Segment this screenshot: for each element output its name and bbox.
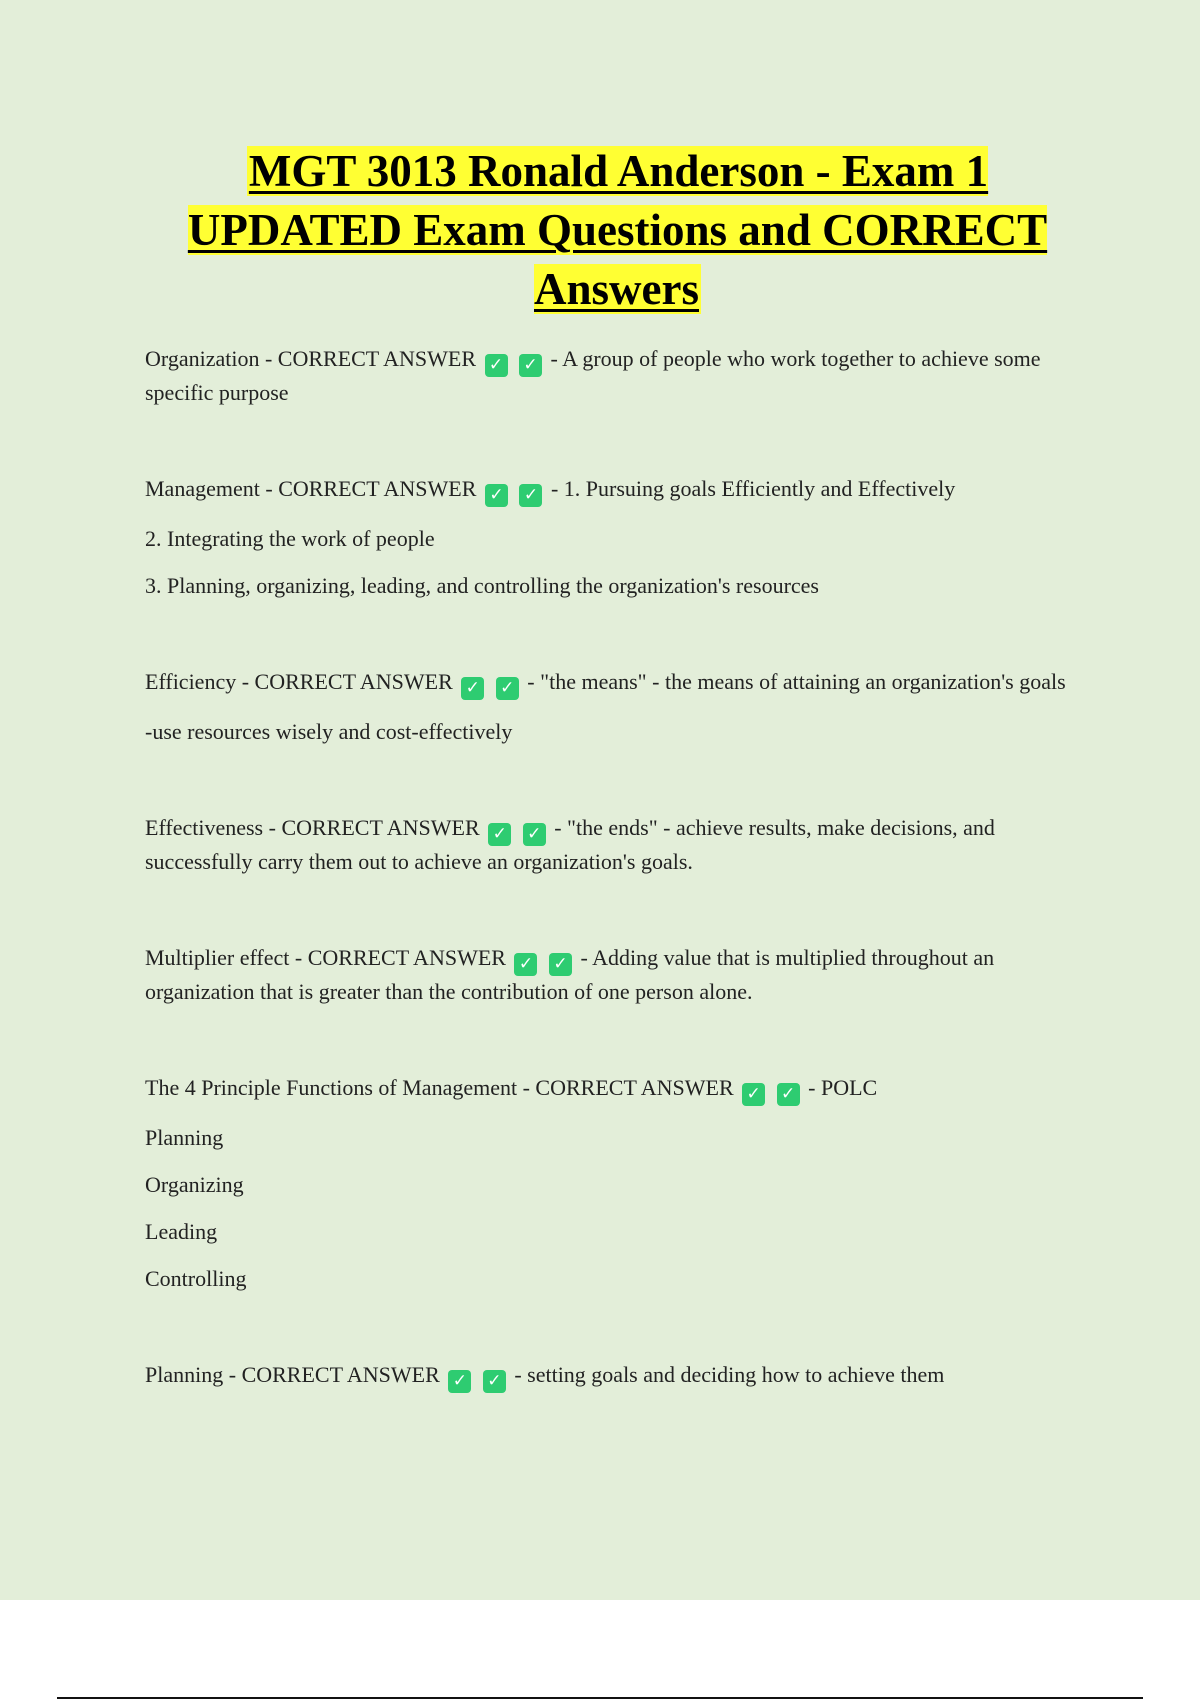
- qa-list: [145, 343, 1090, 1458]
- answer-text: setting goals and deciding how to achieve them: [527, 1362, 945, 1387]
- term-text: Efficiency: [145, 669, 237, 694]
- term-text: Effectiveness: [145, 815, 264, 840]
- checkmark-icon: ✓: [742, 1083, 765, 1106]
- qa-entry: [145, 812, 1090, 877]
- term-text: Organization: [145, 346, 260, 371]
- checkmark-icon: ✓: [448, 1370, 471, 1393]
- qa-entry: [145, 343, 1090, 408]
- checkmark-icon: ✓: [777, 1083, 800, 1106]
- qa-entry: [145, 942, 1090, 1007]
- document-title: [150, 142, 1085, 319]
- checkmark-icon: ✓: [485, 484, 508, 507]
- answer-text: Adding value that is multiplied throughout an organization that is greater than the contribution of one person alone.: [145, 945, 995, 1004]
- answer-detail-line: 2. Integrating the work of people: [145, 526, 435, 551]
- term-text: Planning: [145, 1362, 224, 1387]
- qa-entry: [145, 1072, 1090, 1294]
- correct-answer-marker: CORRECT ANSWER: [278, 476, 477, 501]
- term-text: The 4 Principle Functions of Management: [145, 1075, 518, 1100]
- correct-answer-marker: CORRECT ANSWER: [277, 346, 477, 371]
- checkmark-icon: ✓: [485, 354, 508, 377]
- correct-answer-marker: CORRECT ANSWER: [254, 669, 453, 694]
- correct-answer-marker: CORRECT ANSWER: [281, 815, 480, 840]
- checkmark-icon: ✓: [483, 1370, 506, 1393]
- answer-detail-line: Controlling: [145, 1266, 247, 1291]
- qa-question-line: Multiplier effect - CORRECT ANSWER ✓ ✓ - Adding value that is multiplied throughout an organization that is greater than the contribution of one person alone.: [145, 945, 995, 1004]
- qa-entry: [145, 666, 1090, 747]
- answer-text: "the means" - the means of attaining an organization's goals: [540, 669, 1066, 694]
- correct-answer-marker: CORRECT ANSWER: [535, 1075, 734, 1100]
- checkmark-icon: ✓: [519, 354, 542, 377]
- checkmark-icon: ✓: [488, 823, 511, 846]
- answer-detail-line: Organizing: [145, 1172, 244, 1197]
- qa-question-line: The 4 Principle Functions of Management - CORRECT ANSWER ✓ ✓ - POLC: [145, 1075, 878, 1104]
- checkmark-icon: ✓: [514, 953, 537, 976]
- correct-answer-marker: CORRECT ANSWER: [241, 1362, 440, 1387]
- checkmark-icon: ✓: [549, 953, 572, 976]
- qa-question-line: Effectiveness - CORRECT ANSWER ✓ ✓ - "the ends" - achieve results, make decisions, and successfully carry them out to achieve an organization's goals.: [145, 815, 995, 874]
- answer-text: "the ends" - achieve results, make decisions, and successfully carry them out to achieve an organization's goals.: [145, 815, 995, 874]
- qa-question-line: Organization - CORRECT ANSWER ✓ ✓ - A group of people who work together to achieve some specific purpose: [145, 346, 1041, 405]
- answer-text: POLC: [821, 1075, 878, 1100]
- qa-entry: [145, 1359, 1090, 1393]
- correct-answer-marker: CORRECT ANSWER: [307, 945, 506, 970]
- checkmark-icon: ✓: [461, 677, 484, 700]
- term-text: Management: [145, 476, 260, 501]
- document-title-text: MGT 3013 Ronald Anderson - Exam 1 UPDATED Exam Questions and CORRECT Answers: [187, 146, 1048, 314]
- answer-detail-line: 3. Planning, organizing, leading, and controlling the organization's resources: [145, 573, 819, 598]
- checkmark-icon: ✓: [523, 823, 546, 846]
- footer-divider: [57, 1697, 1143, 1699]
- answer-detail-line: -use resources wisely and cost-effectively: [145, 719, 513, 744]
- answer-detail-line: Planning: [145, 1125, 224, 1150]
- qa-entry: [145, 473, 1090, 601]
- answer-detail-line: Leading: [145, 1219, 218, 1244]
- term-text: Multiplier effect: [145, 945, 290, 970]
- qa-question-line: Efficiency - CORRECT ANSWER ✓ ✓ - "the means" - the means of attaining an organization's goals: [145, 669, 1066, 698]
- qa-question-line: Planning - CORRECT ANSWER ✓ ✓ - setting goals and deciding how to achieve them: [145, 1362, 945, 1391]
- answer-text: 1. Pursuing goals Efficiently and Effectively: [563, 476, 956, 501]
- checkmark-icon: ✓: [496, 677, 519, 700]
- checkmark-icon: ✓: [519, 484, 542, 507]
- answer-text: A group of people who work together to achieve some specific purpose: [145, 346, 1041, 405]
- qa-question-line: Management - CORRECT ANSWER ✓ ✓ - 1. Pursuing goals Efficiently and Effectively: [145, 476, 956, 505]
